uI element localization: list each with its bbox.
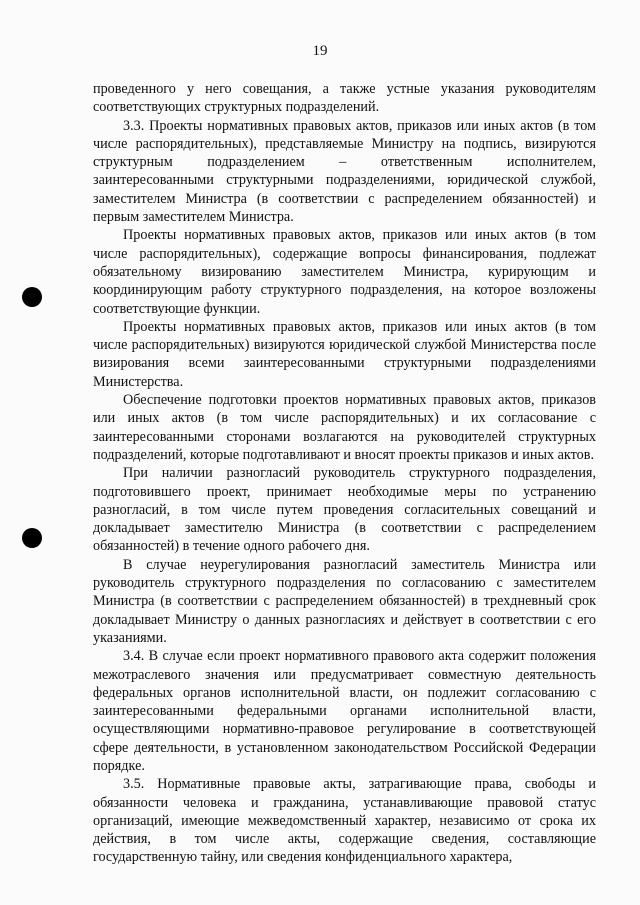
paragraph-3-3: 3.3. Проекты нормативных правовых актов, приказов или иных актов (в том числе распорядительных), представляемые Министру на подпись, визируются структурным подразделением – ответственным исполнителем, заинтересованными структурными подразделениями, юридической службой, заместителем Министра (в соответствии с распределением обязанностей) и первым заместителем Министра. [93,117,596,226]
paragraph-continuation: проведенного у него совещания, а также устные указания руководителям соответствующих структурных подразделений. [93,81,596,116]
paragraph-legal-service: Проекты нормативных правовых актов, приказов или иных актов (в том числе распорядительных) визируются юридической службой Министерства после визирования всеми заинтересованными структурными подразделениями Министерства. [93,318,596,390]
paragraph-financing: Проекты нормативных правовых актов, приказов или иных актов (в том числе распорядительных), содержащие вопросы финансирования, подлежат обязательному визированию заместителем Министра, курирующим и координирующим работу структурного подразделения, на которое возложены соответствующие функции. [93,227,596,317]
paragraph-preparation: Обеспечение подготовки проектов нормативных правовых актов, приказов или иных актов (в том числе распорядительных) и их согласование с заинтересованными сторонами возлагаются на руководителей структурных подразделений, которые подготавливают и вносят проекты приказов и иных актов. [93,392,596,463]
page-number: 19 [312,43,328,59]
paragraph-unresolved: В случае неурегулирования разногласий заместитель Министра или руководитель структурного подразделения по согласованию с заместителем Министра (в соответствии с распределением обязанностей) в трехдневный срок докладывает Министру о данных разногласиях и действует в соответствии с его указаниями. [93,556,596,646]
body-text [93,80,596,867]
paragraph-3-5: 3.5. Нормативные правовые акты, затрагивающие права, свободы и обязанности человека и гражданина, устанавливающие правовой статус организаций, имеющие межведомственный характер, независимо от срока их действия, в том числе акты, содержащие сведения, составляющие государственную тайну, или сведения конфиденциального характера, [93,776,596,866]
paragraph-disagreements: При наличии разногласий руководитель структурного подразделения, подготовившего проект, принимает необходимые меры по устранению разногласий, в том числе путем проведения согласительных совещаний и докладывает заместителю Министра (в соответствии с распределением обязанностей) в течение одного рабочего дня. [93,465,596,555]
paragraph-3-4: 3.4. В случае если проект нормативного правового акта содержит положения межотраслевого значения или предусматривает совместную деятельность федеральных органов исполнительной власти, он подлежит согласованию с заинтересованными федеральными органами исполнительной власти, осуществляющими нормативно-правовое регулирование в соответствующей сфере деятельности, в установленном законодательством Российской Федерации порядке. [93,648,596,774]
binder-hole-top [22,287,42,307]
binder-hole-bottom [22,528,42,548]
